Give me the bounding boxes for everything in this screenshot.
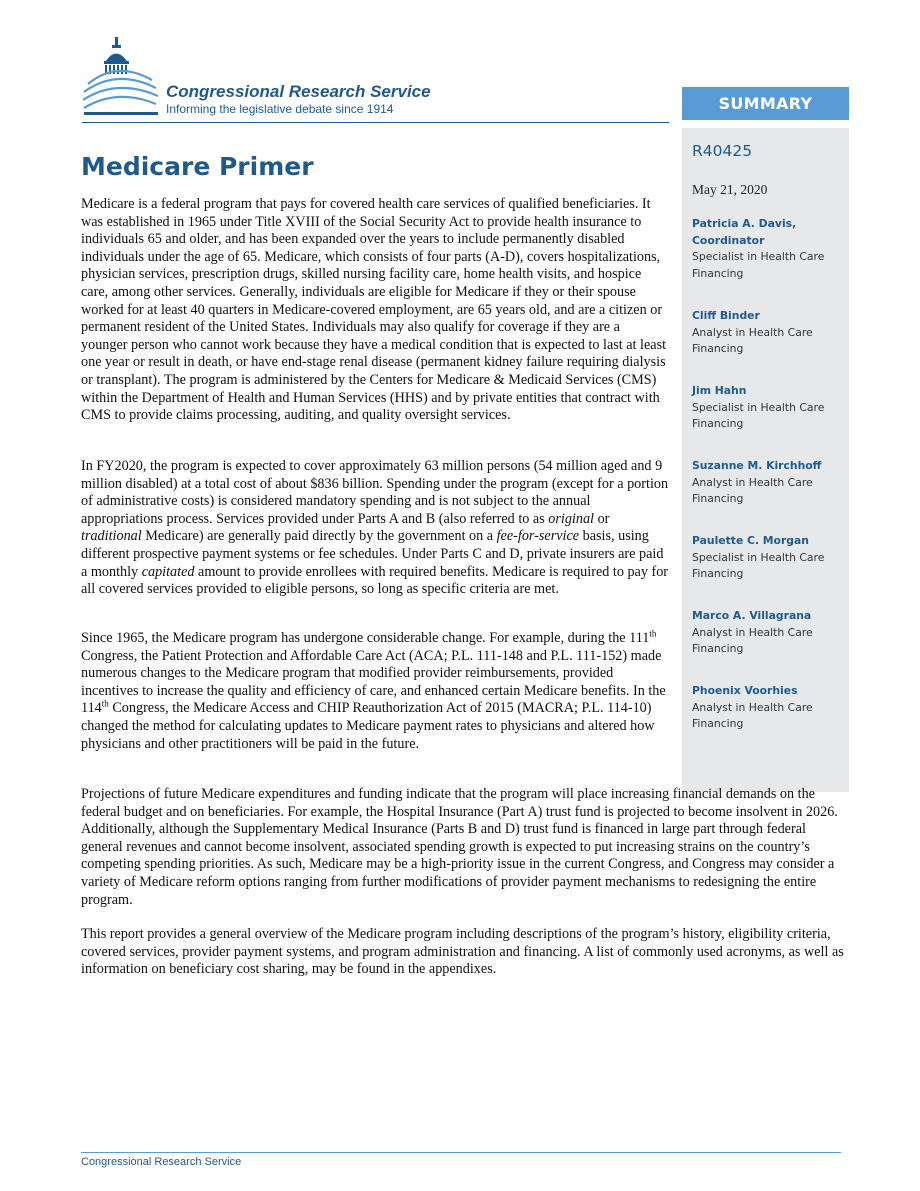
author-role: Specialist in Health Care Financing	[692, 250, 825, 280]
report-date: May 21, 2020	[692, 182, 768, 197]
text-span: Since 1965, the Medicare program has undergone considerable change. For example, during the 111	[81, 630, 650, 646]
text-span: Congress, the Medicare Access and CHIP Reauthorization Act of 2015 (MACRA; P.L. 114-10) changed the method for calculating updates to Medicare payment rates to physicians and altered how physicians and other practitioners will be paid in the future.	[81, 700, 655, 752]
author-entry	[692, 683, 844, 733]
paragraph-history	[81, 630, 669, 753]
paragraph-projections: Projections of future Medicare expenditures and funding indicate that the program will place increasing financial demands on the federal budget and on beneficiaries. For example, the Hospital Insurance (Part A) trust fund is projected to become insolvent in 2026. Additionally, although the Supplementary Medical Insurance (Parts B and D) trust fund is financed in large part through federal general revenues and cannot become insolvent, associated spending growth is expected to put increasing strains on the country’s competing spending priorities. As such, Medicare may be a high-priority issue in the current Congress, and Congress may consider a variety of Medicare reform options ranging from further modifications of provider payment mechanisms to redesigning the entire program.	[81, 786, 838, 908]
author-role: Analyst in Health Care Financing	[692, 625, 813, 655]
paragraph-overview: Medicare is a federal program that pays for covered health care services of qualified beneficiaries. It was established in 1965 under Title XVIII of the Social Security Act to provide health insurance to individuals 65 and older, and has been expanded over the years to include permanently disabled individuals under the age of 65. Medicare, which consists of four parts (A-D), covers hospitalizations, physician services, prescription drugs, skilled nursing facility care, home health visits, and hospice care, among other services. Generally, individuals are eligible for Medicare if they or their spouse worked for at least 40 quarters in Medicare-covered employment, are 65 years old, and are a citizen or permanent resident of the United States. Individuals may also qualify for coverage if they are a younger person who cannot work because they have a medical condition that is expected to last at least one year or result in death, or have end-stage renal disease (permanent kidney failure requiring dialysis or transplant). The program is administered by the Centers for Medicare & Medicaid Services (CMS) within the Department of Health and Human Services (HHS) and by private entities that contract with CMS to provide claims processing, auditing, and quality oversight services.	[81, 196, 667, 424]
summary-sidebar	[682, 128, 849, 792]
text-span: Medicare) are generally paid directly by the government on a	[141, 528, 497, 545]
author-role: Specialist in Health Care Financing	[692, 400, 825, 430]
author-entry	[692, 308, 844, 358]
italic-term: fee-for-service	[496, 528, 580, 545]
org-tagline: Informing the legislative debate since 1914	[166, 102, 394, 116]
text-span: amount to provide enrollees with required benefits. Medicare is required to pay for all covered services provided to eligible persons, so long as specific criteria are met.	[81, 563, 669, 598]
page-title: Medicare Primer	[81, 152, 314, 181]
summary-tab: SUMMARY	[682, 87, 849, 120]
footer-divider	[81, 1152, 841, 1153]
author-entry	[692, 608, 844, 658]
author-entry	[692, 458, 844, 508]
italic-term: capitated	[141, 563, 195, 580]
author-role: Analyst in Health Care Financing	[692, 475, 813, 505]
paragraph-report-overview: This report provides a general overview of the Medicare program including descriptions of the program’s history, eligibility criteria, covered services, provider payment systems, and program administration and financing. A list of commonly used acronyms, as well as information on beneficiary cost sharing, may be found in the appendixes.	[81, 926, 844, 978]
author-name[interactable]: Cliff Binder	[692, 309, 760, 322]
italic-term: original	[548, 510, 595, 527]
author-name[interactable]: Jim Hahn	[692, 384, 747, 397]
paragraph-spending	[81, 458, 669, 599]
text-span: or	[594, 510, 610, 527]
superscript: th	[101, 698, 109, 709]
text-span: Congress, the Patient Protection and Affordable Care Act (ACA; P.L. 111-148 and P.L. 111-152) made numerous changes to the Medicare program that modified provider reimbursements, provided incentives to increase the quality and efficiency of care, and enhanced certain Medicare benefits. In the 114	[81, 647, 666, 717]
header-divider	[82, 122, 669, 123]
italic-term: traditional	[81, 528, 142, 545]
report-number: R40425	[692, 142, 753, 160]
org-name: Congressional Research Service	[166, 82, 431, 101]
author-name[interactable]: Patricia A. Davis, Coordinator	[692, 217, 797, 247]
author-role: Specialist in Health Care Financing	[692, 550, 825, 580]
author-role: Analyst in Health Care Financing	[692, 325, 813, 355]
author-entry	[692, 533, 844, 583]
footer-org-name: Congressional Research Service	[81, 1156, 242, 1168]
author-name[interactable]: Paulette C. Morgan	[692, 534, 809, 547]
author-name[interactable]: Phoenix Voorhies	[692, 684, 798, 697]
superscript: th	[649, 628, 657, 639]
author-name[interactable]: Suzanne M. Kirchhoff	[692, 459, 822, 472]
author-role: Analyst in Health Care Financing	[692, 700, 813, 730]
author-entry	[692, 383, 844, 433]
text-span: basis, using different prospective payment systems or fee schedules. Under Parts C and D, private insurers are paid a monthly	[81, 528, 664, 580]
author-name[interactable]: Marco A. Villagrana	[692, 609, 812, 622]
author-entry	[692, 216, 844, 282]
text-span: In FY2020, the program is expected to cover approximately 63 million persons (54 million aged and 9 million disabled) at a total cost of about $836 billion. Spending under the program (except for a portion of administrative costs) is considered mandatory spending and is not subject to the annual appropriations process. Services provided under Parts A and B (also referred to as	[81, 458, 669, 527]
